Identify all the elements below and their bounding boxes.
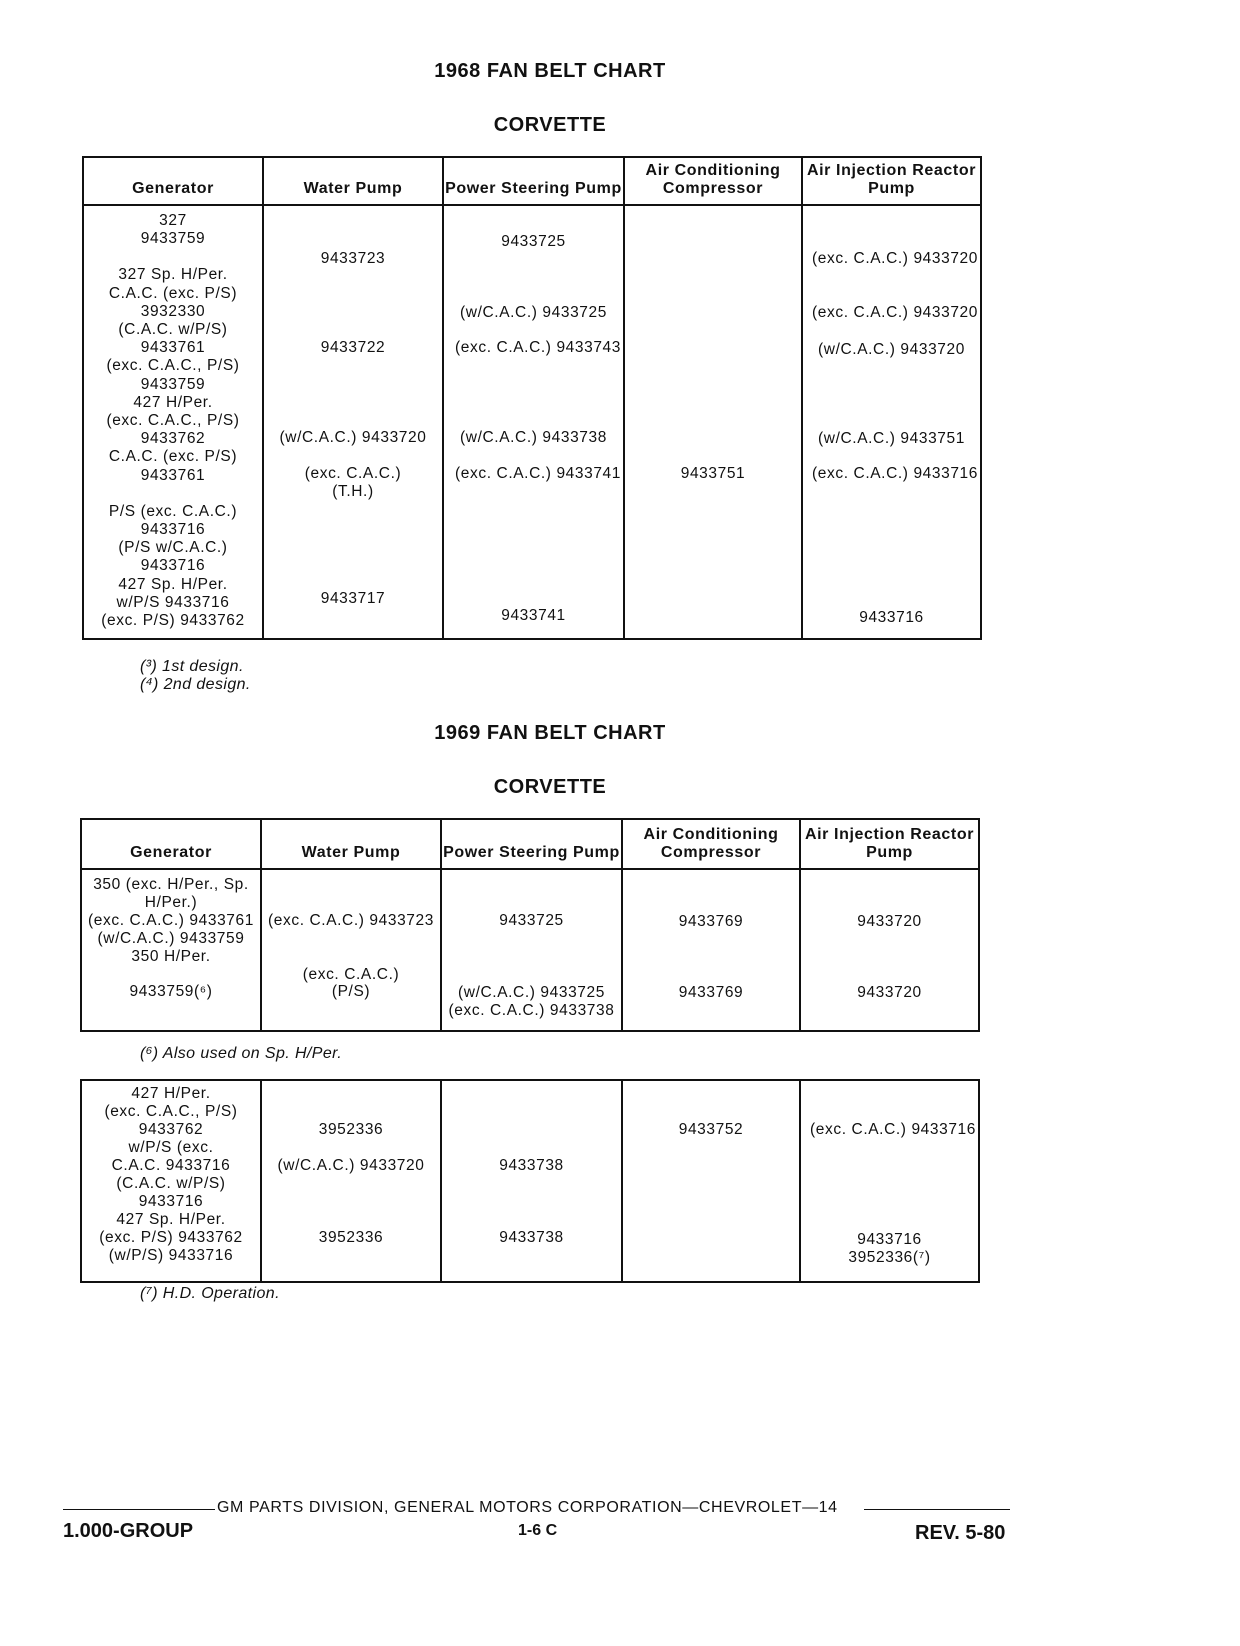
power-steering-value: (exc. C.A.C.) 9433741: [455, 465, 621, 482]
generator-line: 9433761: [140, 339, 206, 357]
water-pump-value: (exc. C.A.C.): [302, 966, 400, 983]
fan-belt-table-1969-a: [80, 818, 980, 1032]
power-steering-cell: [441, 869, 622, 1031]
header-air-conditioning: Air Conditioning Compressor: [624, 157, 802, 205]
header-air-injection: Air Injection Reactor Pump: [800, 819, 979, 869]
generator-line: (exc. P/S) 9433762: [99, 1229, 243, 1246]
generator-line: 350 H/Per.: [131, 948, 211, 965]
air-injection-cell: [802, 205, 981, 639]
air-conditioning-cell: [622, 869, 800, 1031]
footnote-1968: [140, 658, 251, 694]
generator-line: (C.A.C. w/P/S): [116, 1175, 226, 1192]
air-conditioning-value: 9433751: [680, 465, 746, 482]
water-pump-value: 9433717: [320, 590, 386, 607]
fan-belt-table-1968: [82, 156, 982, 640]
generator-line: 3932330: [140, 302, 206, 320]
fan-belt-table-1969-b: [80, 1079, 980, 1283]
air-conditioning-value: 9433752: [678, 1121, 744, 1138]
header-water-pump: Water Pump: [261, 819, 441, 869]
power-steering-value: (w/C.A.C.) 9433725: [460, 304, 607, 321]
generator-line: 350 (exc. H/Per., Sp.: [93, 876, 249, 893]
power-steering-value: 9433725: [501, 233, 566, 250]
header-generator: Generator: [83, 157, 263, 205]
generator-line: 9433716: [140, 521, 206, 539]
air-injection-value: (exc. C.A.C.) 9433716: [810, 1121, 976, 1138]
chart-1969-title: 1969 FAN BELT CHART: [434, 722, 666, 744]
power-steering-value: (w/C.A.C.) 9433725: [458, 984, 605, 1001]
water-pump-value: 3952336: [318, 1121, 384, 1138]
header-generator: Generator: [81, 819, 261, 869]
header-power-steering: Power Steering Pump: [443, 157, 624, 205]
water-pump-value: (w/C.A.C.) 9433720: [277, 1157, 425, 1174]
generator-line: (exc. C.A.C., P/S): [106, 357, 240, 375]
generator-line: (w/C.A.C.) 9433759: [97, 930, 245, 947]
water-pump-cell: [261, 1080, 441, 1282]
footer-rule-left: [63, 1509, 215, 1510]
generator-line: 427 Sp. H/Per.: [118, 575, 228, 593]
generator-line: C.A.C. 9433716: [111, 1157, 231, 1174]
generator-line: 427 H/Per.: [131, 1085, 211, 1102]
footer-rule-right: [864, 1509, 1010, 1510]
power-steering-cell: [443, 205, 624, 639]
water-pump-value: 3952336: [318, 1229, 384, 1246]
generator-line: H/Per.): [144, 894, 198, 911]
air-injection-value: (exc. C.A.C.) 9433716: [812, 465, 978, 482]
generator-line: 9433761: [140, 466, 206, 484]
power-steering-value: 9433738: [499, 1157, 564, 1174]
water-pump-value: (exc. C.A.C.) 9433723: [268, 912, 434, 929]
generator-line: 427 H/Per.: [133, 393, 213, 411]
generator-line: w/P/S (exc.: [128, 1139, 214, 1156]
generator-line: 327 Sp. H/Per.: [118, 266, 228, 284]
generator-line: (exc. C.A.C., P/S): [104, 1103, 238, 1120]
header-air-injection: Air Injection Reactor Pump: [802, 157, 981, 205]
power-steering-value: (exc. C.A.C.) 9433738: [448, 1002, 615, 1019]
generator-line: C.A.C. (exc. P/S): [108, 448, 238, 466]
air-conditioning-cell: [622, 1080, 800, 1282]
air-conditioning-cell: [624, 205, 802, 639]
generator-line: w/P/S 9433716: [116, 593, 230, 611]
generator-cell: [81, 869, 261, 1031]
chart-1968-title: 1968 FAN BELT CHART: [434, 60, 666, 82]
air-injection-value: (w/C.A.C.) 9433720: [818, 341, 965, 358]
air-injection-value: 9433720: [857, 913, 922, 930]
footnote-1969-a: (⁶) Also used on Sp. H/Per.: [140, 1045, 343, 1062]
water-pump-value: (P/S): [331, 983, 371, 1000]
power-steering-value: 9433741: [501, 607, 566, 624]
generator-line: (P/S w/C.A.C.): [118, 539, 228, 557]
footnote-line: (³) 1st design.: [140, 658, 244, 675]
water-pump-value: (w/C.A.C.) 9433720: [279, 429, 427, 446]
water-pump-value: 9433723: [320, 250, 386, 267]
generator-line: 9433759: [140, 375, 206, 393]
air-injection-value: (exc. C.A.C.) 9433720: [812, 304, 978, 321]
generator-line: 427 Sp. H/Per.: [116, 1211, 226, 1228]
air-injection-value: 9433720: [857, 984, 922, 1001]
generator-line: 9433759: [140, 230, 206, 248]
air-injection-cell: [800, 869, 979, 1031]
air-injection-value: (w/C.A.C.) 9433751: [818, 430, 965, 447]
generator-cell: [83, 205, 263, 639]
air-conditioning-value: 9433769: [678, 984, 744, 1001]
footnote-line: (⁴) 2nd design.: [140, 676, 251, 693]
footer-revision: REV. 5-80: [915, 1522, 1006, 1544]
generator-line: 9433716: [140, 557, 206, 575]
generator-line: (w/P/S) 9433716: [108, 1247, 234, 1264]
air-conditioning-value: 9433769: [678, 913, 744, 930]
generator-line: (exc. P/S) 9433762: [101, 612, 245, 630]
water-pump-value: 9433722: [320, 339, 386, 356]
generator-cell: [81, 1080, 261, 1282]
power-steering-value: (w/C.A.C.) 9433738: [460, 429, 607, 446]
power-steering-value: 9433725: [499, 912, 564, 929]
footer-center-text: GM PARTS DIVISION, GENERAL MOTORS CORPORATION—CHEVROLET—14: [217, 1499, 838, 1516]
generator-line: 9433759(⁶): [129, 983, 213, 1000]
header-water-pump: Water Pump: [263, 157, 443, 205]
footer-page-number: 1-6 C: [518, 1522, 558, 1539]
water-pump-value: (exc. C.A.C.): [304, 465, 402, 482]
footnote-1969-b: (⁷) H.D. Operation.: [140, 1285, 280, 1302]
generator-line: (exc. C.A.C., P/S): [106, 412, 240, 430]
generator-line: 327: [159, 212, 187, 229]
header-power-steering: Power Steering Pump: [441, 819, 622, 869]
air-injection-cell: [800, 1080, 979, 1282]
generator-line: P/S (exc. C.A.C.): [108, 502, 238, 520]
water-pump-cell: [263, 205, 443, 639]
footer-group: 1.000-GROUP: [63, 1520, 194, 1542]
generator-line: (exc. C.A.C.) 9433761: [88, 912, 254, 929]
generator-line: C.A.C. (exc. P/S): [108, 284, 238, 302]
power-steering-cell: [441, 1080, 622, 1282]
generator-line: 9433762: [138, 1121, 204, 1138]
water-pump-cell: [261, 869, 441, 1031]
power-steering-value: (exc. C.A.C.) 9433743: [455, 339, 621, 356]
water-pump-value: (T.H.): [332, 483, 374, 500]
air-injection-value: 3952336(⁷): [848, 1249, 931, 1266]
chart-1968-subtitle: CORVETTE: [493, 114, 607, 136]
air-injection-value: 9433716: [857, 1231, 922, 1248]
header-air-conditioning: Air Conditioning Compressor: [622, 819, 800, 869]
air-injection-value: 9433716: [859, 609, 924, 626]
generator-line: 9433762: [140, 430, 206, 448]
air-injection-value: (exc. C.A.C.) 9433720: [812, 250, 978, 267]
power-steering-value: 9433738: [499, 1229, 564, 1246]
generator-line: 9433716: [138, 1193, 204, 1210]
generator-line: (C.A.C. w/P/S): [118, 321, 228, 339]
chart-1969-subtitle: CORVETTE: [493, 776, 607, 798]
